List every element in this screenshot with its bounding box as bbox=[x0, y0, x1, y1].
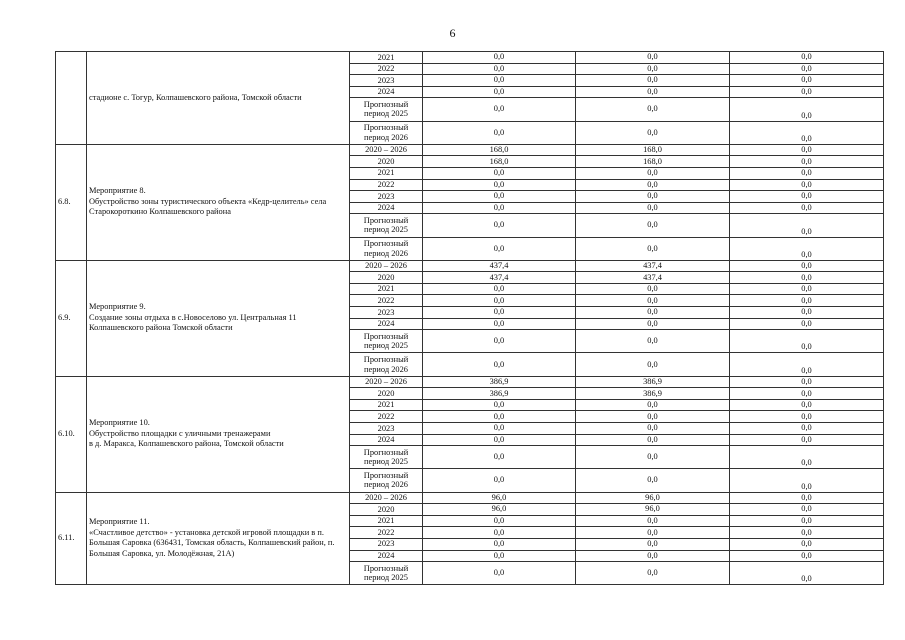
measure-number: 6.9. bbox=[56, 260, 87, 376]
budget-value-cell: 0,0 bbox=[576, 237, 730, 260]
period-cell: 2023 bbox=[350, 307, 423, 319]
period-cell: 2021 bbox=[350, 399, 423, 411]
budget-value-cell: 0,0 bbox=[576, 330, 730, 353]
period-cell: 2024 bbox=[350, 434, 423, 446]
budget-value-cell: 437,4 bbox=[576, 260, 730, 272]
total-value-cell: 0,0 bbox=[423, 63, 576, 75]
period-cell: 2023 bbox=[350, 538, 423, 550]
period-cell: 2022 bbox=[350, 179, 423, 191]
period-cell: 2021 bbox=[350, 283, 423, 295]
other-value-cell: 0,0 bbox=[730, 515, 884, 527]
budget-value-cell: 437,4 bbox=[576, 272, 730, 284]
budget-value-cell: 0,0 bbox=[576, 515, 730, 527]
budget-table bbox=[55, 51, 884, 585]
budget-value-cell: 0,0 bbox=[576, 75, 730, 87]
budget-value-cell: 0,0 bbox=[576, 527, 730, 539]
budget-value-cell: 0,0 bbox=[576, 283, 730, 295]
budget-value-cell: 0,0 bbox=[576, 469, 730, 492]
other-value-cell: 0,0 bbox=[730, 504, 884, 516]
total-value-cell: 0,0 bbox=[423, 191, 576, 203]
period-cell: 2022 bbox=[350, 527, 423, 539]
budget-value-cell: 0,0 bbox=[576, 353, 730, 376]
other-value-cell: 0,0 bbox=[730, 98, 884, 121]
total-value-cell: 0,0 bbox=[423, 307, 576, 319]
budget-value-cell: 0,0 bbox=[576, 295, 730, 307]
budget-value-cell: 0,0 bbox=[576, 202, 730, 214]
measure-title: Мероприятие 10. Обустройство площадки с уличными тренажерами в д. Маракса, Колпашевского района, Томской области bbox=[87, 376, 350, 492]
other-value-cell: 0,0 bbox=[730, 167, 884, 179]
other-value-cell: 0,0 bbox=[730, 75, 884, 87]
other-value-cell: 0,0 bbox=[730, 550, 884, 562]
budget-value-cell: 0,0 bbox=[576, 52, 730, 64]
total-value-cell: 0,0 bbox=[423, 434, 576, 446]
budget-value-cell: 0,0 bbox=[576, 538, 730, 550]
period-cell: 2020 bbox=[350, 272, 423, 284]
period-cell: 2021 bbox=[350, 167, 423, 179]
total-value-cell: 0,0 bbox=[423, 179, 576, 191]
budget-value-cell: 386,9 bbox=[576, 376, 730, 388]
table-row bbox=[56, 52, 884, 64]
period-cell: 2022 bbox=[350, 295, 423, 307]
table-row bbox=[56, 144, 884, 156]
table-row bbox=[56, 260, 884, 272]
other-value-cell: 0,0 bbox=[730, 237, 884, 260]
budget-value-cell: 0,0 bbox=[576, 562, 730, 585]
period-cell: Прогнозный период 2026 bbox=[350, 121, 423, 144]
total-value-cell: 0,0 bbox=[423, 283, 576, 295]
other-value-cell: 0,0 bbox=[730, 469, 884, 492]
other-value-cell: 0,0 bbox=[730, 318, 884, 330]
period-cell: 2022 bbox=[350, 411, 423, 423]
total-value-cell: 0,0 bbox=[423, 446, 576, 469]
other-value-cell: 0,0 bbox=[730, 307, 884, 319]
total-value-cell: 0,0 bbox=[423, 318, 576, 330]
total-value-cell: 0,0 bbox=[423, 538, 576, 550]
budget-value-cell: 0,0 bbox=[576, 63, 730, 75]
budget-table-body bbox=[56, 52, 884, 585]
total-value-cell: 0,0 bbox=[423, 399, 576, 411]
budget-value-cell: 0,0 bbox=[576, 98, 730, 121]
other-value-cell: 0,0 bbox=[730, 214, 884, 237]
period-cell: 2020 bbox=[350, 156, 423, 168]
budget-value-cell: 96,0 bbox=[576, 504, 730, 516]
other-value-cell: 0,0 bbox=[730, 63, 884, 75]
total-value-cell: 437,4 bbox=[423, 260, 576, 272]
period-cell: 2024 bbox=[350, 318, 423, 330]
period-cell: 2023 bbox=[350, 191, 423, 203]
other-value-cell: 0,0 bbox=[730, 202, 884, 214]
other-value-cell: 0,0 bbox=[730, 527, 884, 539]
period-cell: Прогнозный период 2025 bbox=[350, 562, 423, 585]
total-value-cell: 168,0 bbox=[423, 144, 576, 156]
other-value-cell: 0,0 bbox=[730, 191, 884, 203]
other-value-cell: 0,0 bbox=[730, 423, 884, 435]
period-cell: 2024 bbox=[350, 202, 423, 214]
budget-value-cell: 386,9 bbox=[576, 388, 730, 400]
total-value-cell: 386,9 bbox=[423, 376, 576, 388]
period-cell: 2024 bbox=[350, 86, 423, 98]
total-value-cell: 437,4 bbox=[423, 272, 576, 284]
budget-value-cell: 0,0 bbox=[576, 411, 730, 423]
period-cell: 2022 bbox=[350, 63, 423, 75]
total-value-cell: 96,0 bbox=[423, 492, 576, 504]
period-cell: 2020 bbox=[350, 504, 423, 516]
other-value-cell: 0,0 bbox=[730, 121, 884, 144]
other-value-cell: 0,0 bbox=[730, 330, 884, 353]
page-number: 6 bbox=[449, 26, 456, 40]
budget-value-cell: 0,0 bbox=[576, 179, 730, 191]
period-cell: 2021 bbox=[350, 515, 423, 527]
period-cell: 2020 – 2026 bbox=[350, 492, 423, 504]
total-value-cell: 0,0 bbox=[423, 527, 576, 539]
total-value-cell: 0,0 bbox=[423, 550, 576, 562]
other-value-cell: 0,0 bbox=[730, 388, 884, 400]
total-value-cell: 0,0 bbox=[423, 469, 576, 492]
measure-number: 6.10. bbox=[56, 376, 87, 492]
other-value-cell: 0,0 bbox=[730, 411, 884, 423]
total-value-cell: 0,0 bbox=[423, 411, 576, 423]
total-value-cell: 0,0 bbox=[423, 515, 576, 527]
other-value-cell: 0,0 bbox=[730, 179, 884, 191]
other-value-cell: 0,0 bbox=[730, 156, 884, 168]
table-row bbox=[56, 376, 884, 388]
total-value-cell: 0,0 bbox=[423, 237, 576, 260]
total-value-cell: 0,0 bbox=[423, 167, 576, 179]
other-value-cell: 0,0 bbox=[730, 446, 884, 469]
budget-value-cell: 0,0 bbox=[576, 214, 730, 237]
total-value-cell: 0,0 bbox=[423, 214, 576, 237]
total-value-cell: 0,0 bbox=[423, 295, 576, 307]
budget-value-cell: 96,0 bbox=[576, 492, 730, 504]
budget-value-cell: 0,0 bbox=[576, 318, 730, 330]
total-value-cell: 0,0 bbox=[423, 52, 576, 64]
period-cell: 2021 bbox=[350, 52, 423, 64]
period-cell: 2023 bbox=[350, 75, 423, 87]
other-value-cell: 0,0 bbox=[730, 295, 884, 307]
other-value-cell: 0,0 bbox=[730, 434, 884, 446]
period-cell: 2020 – 2026 bbox=[350, 260, 423, 272]
period-cell: Прогнозный период 2026 bbox=[350, 469, 423, 492]
budget-value-cell: 0,0 bbox=[576, 446, 730, 469]
period-cell: Прогнозный период 2025 bbox=[350, 214, 423, 237]
total-value-cell: 96,0 bbox=[423, 504, 576, 516]
other-value-cell: 0,0 bbox=[730, 538, 884, 550]
table-row bbox=[56, 492, 884, 504]
budget-value-cell: 0,0 bbox=[576, 423, 730, 435]
other-value-cell: 0,0 bbox=[730, 492, 884, 504]
measure-number bbox=[56, 52, 87, 145]
total-value-cell: 0,0 bbox=[423, 330, 576, 353]
measure-number: 6.8. bbox=[56, 144, 87, 260]
budget-value-cell: 168,0 bbox=[576, 144, 730, 156]
period-cell: Прогнозный период 2025 bbox=[350, 446, 423, 469]
budget-value-cell: 0,0 bbox=[576, 121, 730, 144]
budget-value-cell: 0,0 bbox=[576, 191, 730, 203]
total-value-cell: 0,0 bbox=[423, 562, 576, 585]
other-value-cell: 0,0 bbox=[730, 562, 884, 585]
total-value-cell: 0,0 bbox=[423, 98, 576, 121]
budget-value-cell: 0,0 bbox=[576, 550, 730, 562]
period-cell: Прогнозный период 2026 bbox=[350, 353, 423, 376]
period-cell: 2023 bbox=[350, 423, 423, 435]
total-value-cell: 168,0 bbox=[423, 156, 576, 168]
total-value-cell: 0,0 bbox=[423, 86, 576, 98]
measure-title: Мероприятие 11. «Счастливое детство» - установка детской игровой площадки в п. Большая Саровка (636431, Томская область, Колпашевский район, п. Большая Саровка, ул. Молодёжная, 21А) bbox=[87, 492, 350, 585]
total-value-cell: 0,0 bbox=[423, 423, 576, 435]
other-value-cell: 0,0 bbox=[730, 272, 884, 284]
other-value-cell: 0,0 bbox=[730, 399, 884, 411]
budget-value-cell: 0,0 bbox=[576, 167, 730, 179]
total-value-cell: 0,0 bbox=[423, 202, 576, 214]
budget-value-cell: 0,0 bbox=[576, 434, 730, 446]
other-value-cell: 0,0 bbox=[730, 376, 884, 388]
other-value-cell: 0,0 bbox=[730, 283, 884, 295]
measure-title: стадионе с. Тогур, Колпашевского района, Томской области bbox=[87, 52, 350, 145]
period-cell: Прогнозный период 2025 bbox=[350, 98, 423, 121]
total-value-cell: 386,9 bbox=[423, 388, 576, 400]
budget-value-cell: 0,0 bbox=[576, 86, 730, 98]
period-cell: 2020 bbox=[350, 388, 423, 400]
period-cell: Прогнозный период 2025 bbox=[350, 330, 423, 353]
period-cell: Прогнозный период 2026 bbox=[350, 237, 423, 260]
other-value-cell: 0,0 bbox=[730, 86, 884, 98]
total-value-cell: 0,0 bbox=[423, 75, 576, 87]
total-value-cell: 0,0 bbox=[423, 353, 576, 376]
period-cell: 2020 – 2026 bbox=[350, 376, 423, 388]
total-value-cell: 0,0 bbox=[423, 121, 576, 144]
budget-value-cell: 0,0 bbox=[576, 307, 730, 319]
measure-title: Мероприятие 9. Создание зоны отдыха в с.Новоселово ул. Центральная 11 Колпашевского района Томской области bbox=[87, 260, 350, 376]
period-cell: 2024 bbox=[350, 550, 423, 562]
budget-value-cell: 0,0 bbox=[576, 399, 730, 411]
measure-title: Мероприятие 8. Обустройство зоны туристического объекта «Кедр-целитель» села Старокороткино Колпашевского района bbox=[87, 144, 350, 260]
other-value-cell: 0,0 bbox=[730, 260, 884, 272]
other-value-cell: 0,0 bbox=[730, 52, 884, 64]
other-value-cell: 0,0 bbox=[730, 144, 884, 156]
other-value-cell: 0,0 bbox=[730, 353, 884, 376]
period-cell: 2020 – 2026 bbox=[350, 144, 423, 156]
measure-number: 6.11. bbox=[56, 492, 87, 585]
budget-value-cell: 168,0 bbox=[576, 156, 730, 168]
